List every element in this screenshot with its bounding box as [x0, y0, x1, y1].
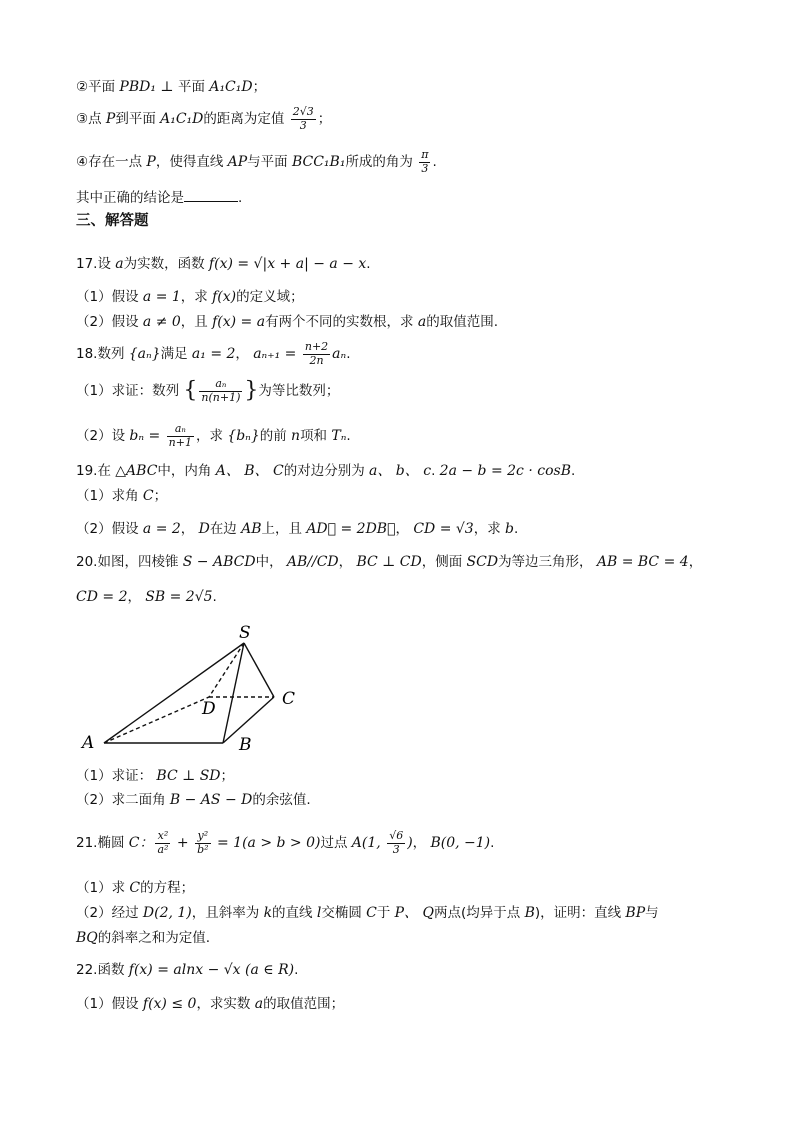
text: . [346, 428, 351, 445]
math: bₙ = [129, 428, 165, 445]
question-20-part-2 [76, 793, 311, 808]
math: a [417, 314, 427, 330]
question-21-part-2-cont [76, 931, 210, 946]
text: 为等比数列； [258, 383, 340, 400]
text: ④存在一点 [76, 154, 147, 171]
question-17-part-2 [76, 315, 498, 330]
question-19-part-2 [76, 522, 518, 537]
denominator: 3 [299, 118, 307, 132]
text: （2）求二面角 [76, 792, 170, 808]
math: AB = BC = 4 [596, 554, 689, 570]
text: （1）求证： [76, 768, 157, 784]
math: SCD [466, 554, 499, 570]
answer-blank [184, 191, 238, 202]
question-21-part-2 [76, 906, 659, 921]
text: （1）假设 [76, 996, 143, 1012]
question-20-part-1 [76, 769, 234, 784]
math: f(x) ≤ 0 [142, 996, 197, 1012]
text: ③点 [76, 111, 106, 128]
text: （2）假设 [76, 521, 143, 537]
statement-3 [76, 106, 331, 132]
text: 的距离为定值 [203, 111, 289, 128]
math: f(x) = √|x + a| − a − x [208, 256, 367, 272]
brace-open: { [183, 378, 198, 404]
math: n [291, 428, 301, 445]
math: B − AS − D [169, 792, 253, 808]
text: . [212, 589, 217, 605]
text: ，求 [180, 289, 213, 305]
denominator: b² [197, 842, 209, 856]
text: 满足 [160, 346, 192, 363]
math: S − ABCD [182, 554, 256, 570]
math: P、 Q [394, 905, 434, 921]
text: 其中正确的结论是 [76, 190, 184, 206]
edge-SB [223, 643, 244, 743]
edge-SA [104, 643, 244, 743]
text: 交椭圆 [321, 905, 367, 921]
text: . [432, 154, 437, 171]
math: a [254, 996, 264, 1012]
fraction [199, 378, 242, 404]
math: B(0, −1) [430, 835, 491, 852]
question-17-part-1 [76, 290, 304, 305]
text: . [346, 346, 351, 363]
denominator: 3 [392, 842, 400, 856]
text: ②平面 [76, 79, 120, 95]
numerator: 2√3 [292, 105, 314, 118]
math: B [524, 905, 535, 921]
numerator: aₙ [167, 423, 194, 437]
text: 的直线 [272, 905, 317, 921]
question-22 [76, 963, 298, 978]
text: 为等边三角形， [498, 554, 597, 570]
math: {aₙ} [128, 346, 161, 363]
text: ，求 [473, 521, 506, 537]
math: k [263, 905, 273, 921]
text: . [571, 463, 576, 479]
math: C： [128, 835, 154, 852]
conclusion-line [76, 191, 242, 206]
math: ) [407, 835, 413, 852]
math: aₙ [332, 346, 347, 363]
text: 的取值范围； [263, 996, 345, 1012]
math: AB [241, 521, 262, 537]
text: ，求 [195, 428, 228, 445]
text: （1）求 [76, 880, 130, 896]
text: 的定义域； [236, 289, 304, 305]
fraction [195, 830, 210, 856]
denominator: n(n+1) [201, 390, 241, 404]
section-heading: 三、解答题 [76, 213, 149, 229]
text: ； [252, 79, 267, 95]
text: 19.在 [76, 463, 116, 479]
denominator: 3 [421, 161, 429, 175]
question-19 [76, 464, 575, 479]
text: 的取值范围. [426, 314, 499, 330]
text: 于 [376, 905, 395, 921]
text: 17.设 [76, 256, 116, 272]
numerator: n+2 [304, 340, 329, 353]
label-D: D [202, 699, 216, 719]
label-A: A [82, 733, 95, 753]
edge-SC [244, 643, 274, 697]
math: AB//CD [286, 554, 339, 570]
fraction [167, 423, 194, 449]
text: 上，且 [261, 521, 307, 537]
math: SB = 2√5 [145, 589, 213, 605]
text: ， [688, 554, 703, 570]
math: △ABC [115, 463, 158, 479]
math: D(2, 1) [142, 905, 192, 921]
math: A₁C₁D [160, 111, 204, 128]
text: ，侧面 [421, 554, 467, 570]
text: ， [180, 521, 199, 537]
math: a ≠ 0 [142, 314, 181, 330]
text: ； [317, 111, 332, 128]
fraction [303, 341, 330, 367]
text: （2）假设 [76, 314, 143, 330]
math: BP [625, 905, 646, 921]
text: . [490, 835, 495, 852]
text: ，且 [180, 314, 213, 330]
statement-2 [76, 80, 266, 95]
text: （2）设 [76, 428, 130, 445]
text: ，且斜率为 [191, 905, 264, 921]
text: 与平面 [247, 154, 292, 171]
numerator: y² [195, 830, 210, 844]
text: 的前 [259, 428, 292, 445]
math: l [316, 905, 322, 921]
math: f(x) [212, 289, 237, 305]
text: 到平面 [115, 111, 161, 128]
text: （2）经过 [76, 905, 143, 921]
math: CD = 2 [76, 589, 128, 605]
question-21-part-1 [76, 881, 194, 896]
question-22-part-1 [76, 997, 344, 1012]
question-20 [76, 555, 702, 570]
math: f(x) = alnx − √x (a ∈ R) [128, 962, 295, 978]
text: 两点(均异于点 [434, 905, 525, 921]
question-19-part-1 [76, 489, 167, 504]
text: （1）求证：数列 [76, 383, 184, 400]
math: P [105, 111, 116, 128]
math: P [146, 154, 156, 171]
text: （1）假设 [76, 289, 143, 305]
math: A₁C₁D [209, 79, 253, 95]
statement-4 [76, 149, 437, 175]
text: （1）求角 [76, 488, 143, 504]
denominator: a² [157, 842, 169, 856]
numerator: x² [155, 830, 170, 844]
brace-close: } [244, 378, 259, 404]
text: 的对边分别为 [283, 463, 370, 479]
text: 20.如图，四棱锥 [76, 554, 183, 570]
numerator: √6 [389, 829, 404, 842]
text: )，证明：直线 [534, 905, 626, 921]
text: 的斜率之和为定值. [97, 930, 211, 946]
question-17 [76, 257, 371, 272]
text: 的方程； [140, 880, 195, 896]
fraction [387, 830, 405, 856]
text: 18.数列 [76, 346, 129, 363]
math: A(1, [351, 835, 386, 852]
text: ， [395, 521, 414, 537]
text: ，使得直线 [155, 154, 228, 171]
math: a [115, 256, 124, 272]
pyramid-figure [76, 618, 316, 758]
math: AD⃗ = 2DB⃗ [306, 521, 396, 537]
question-20-cont [76, 590, 217, 605]
text: 项和 [300, 428, 332, 445]
math: BC ⊥ CD [356, 554, 422, 570]
math: + [172, 835, 194, 852]
text: . [294, 962, 299, 978]
numerator: aₙ [199, 378, 242, 392]
text: ； [153, 488, 168, 504]
denominator: n+1 [168, 435, 192, 449]
label-C: C [282, 689, 296, 709]
math: b [505, 521, 514, 537]
text: 有两个不同的实数根，求 [265, 314, 418, 330]
text: 的余弦值. [252, 792, 311, 808]
math: BC ⊥ SD [156, 768, 221, 784]
math: {bₙ} [227, 428, 260, 445]
math: 2a − b = 2c · cosB [439, 463, 571, 479]
text: ， [235, 346, 254, 363]
question-21 [76, 830, 494, 856]
text: ， [338, 554, 357, 570]
text: 所成的角为 [345, 154, 418, 171]
text: 22.函数 [76, 962, 129, 978]
text: 21.椭圆 [76, 835, 129, 852]
text: . [238, 190, 243, 206]
text: 过点 [320, 835, 352, 852]
fraction [419, 149, 430, 175]
label-S: S [239, 623, 251, 643]
math: BCC₁B₁ [291, 154, 346, 171]
text: 为实数，函数 [123, 256, 209, 272]
text: 与 [645, 905, 659, 921]
math: C [142, 488, 154, 504]
fraction [291, 106, 316, 132]
math: a₁ = 2 [191, 346, 236, 363]
math: Tₙ [331, 428, 347, 445]
fraction [155, 830, 170, 856]
math: D [198, 521, 210, 537]
text: . [366, 256, 371, 272]
math: f(x) = a [212, 314, 266, 330]
math: C [366, 905, 377, 921]
text: 中， [255, 554, 287, 570]
math: a = 2 [142, 521, 181, 537]
text: . [513, 521, 519, 537]
math: BQ [76, 930, 98, 946]
math: A、 B、 C [215, 463, 284, 479]
denominator: 2n [309, 353, 324, 367]
text: ，求实数 [196, 996, 255, 1012]
question-18 [76, 341, 351, 367]
math: AP [227, 154, 248, 171]
label-B: B [239, 735, 252, 755]
text: 中，内角 [157, 463, 216, 479]
text: 平面 [178, 79, 210, 95]
edge-AD [104, 697, 209, 743]
math: CD = √3 [413, 521, 474, 537]
question-18-part-1 [76, 378, 339, 404]
text: ， [127, 589, 146, 605]
text: . [431, 463, 440, 479]
math: PBD₁ ⊥ [119, 79, 179, 95]
math: a、 b、 c [369, 463, 432, 479]
text: ； [220, 768, 235, 784]
math: a = 1 [142, 289, 181, 305]
math: C [129, 880, 141, 896]
numerator: π [421, 148, 429, 161]
text: ， [412, 835, 431, 852]
math: = 1(a > b > 0) [212, 835, 321, 852]
text: 在边 [209, 521, 242, 537]
question-18-part-2 [76, 423, 351, 449]
math: aₙ₊₁ = [253, 346, 301, 363]
